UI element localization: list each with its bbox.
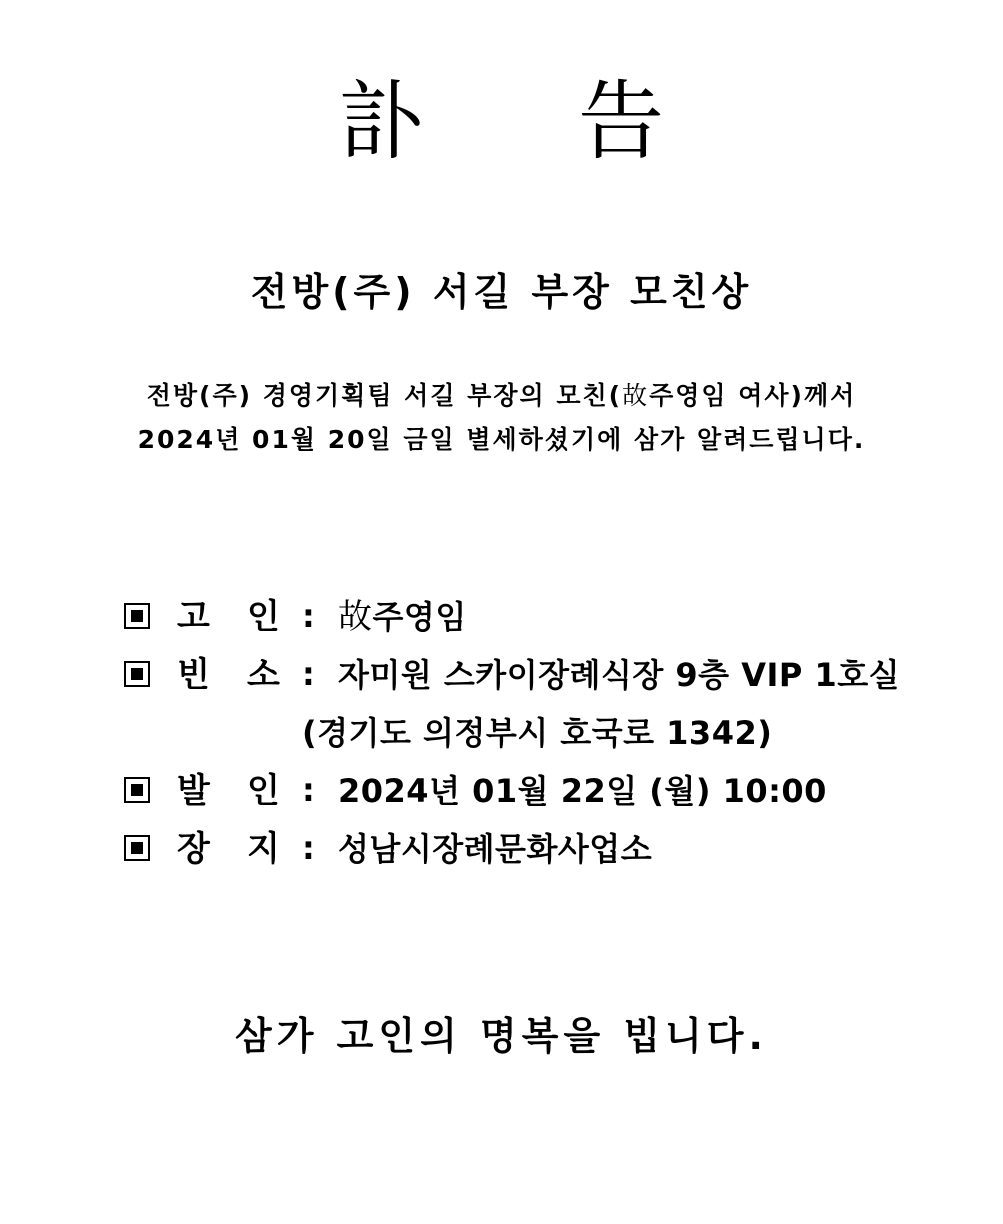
square-bullet-icon (124, 835, 150, 861)
value-burial: 성남시장례문화사업소 (338, 830, 653, 868)
label-deceased-2: 인 (247, 597, 280, 637)
info-row-burial (122, 822, 922, 880)
closing-message: 삼가 고인의 명복을 빕니다. (235, 1014, 768, 1058)
label-funeral-hall-1: 빈 (177, 655, 210, 695)
label-deceased-1: 고 (177, 597, 210, 637)
info-list (122, 590, 922, 880)
info-row-deceased (122, 590, 922, 648)
square-bullet-icon (124, 777, 150, 803)
value-deceased-name: 주영임 (372, 598, 467, 636)
intro-line-1 (0, 374, 1003, 418)
info-row-funeral-hall (122, 648, 922, 706)
intro-line-1-before: 전방(주) 경영기획팀 서길 부장의 모친( (146, 381, 623, 410)
intro-paragraph (0, 374, 1003, 462)
title-char-1: 訃 (338, 72, 424, 172)
square-bullet-icon (124, 603, 150, 629)
colon: : (302, 655, 315, 693)
intro-hanja: 故 (622, 381, 650, 410)
intro-line-1-after: 주영임 여사)께서 (649, 381, 857, 410)
square-bullet-icon (124, 661, 150, 687)
intro-line-2: 2024년 01월 20일 금일 별세하셨기에 삼가 알려드립니다. (137, 425, 866, 454)
label-burial-1: 장 (177, 829, 210, 869)
label-departure-2: 인 (247, 771, 280, 811)
label-departure-1: 발 (177, 771, 210, 811)
label-funeral-hall-2: 소 (247, 655, 280, 695)
value-funeral-hall: 자미원 스카이장례식장 9층 VIP 1호실 (338, 656, 901, 694)
page-title (0, 72, 1003, 172)
value-deceased (338, 590, 467, 644)
colon: : (302, 829, 315, 867)
subtitle: 전방(주) 서길 부장 모친상 (250, 270, 753, 314)
colon: : (302, 771, 315, 809)
info-row-departure (122, 764, 922, 822)
value-deceased-hanja: 故 (338, 597, 373, 637)
colon: : (302, 597, 315, 635)
value-funeral-hall-address: (경기도 의정부시 호국로 1342) (302, 714, 773, 752)
value-departure: 2024년 01월 22일 (월) 10:00 (338, 772, 827, 810)
info-row-funeral-hall-address (122, 706, 922, 764)
label-burial-2: 지 (247, 829, 280, 869)
title-char-2: 告 (578, 72, 664, 172)
